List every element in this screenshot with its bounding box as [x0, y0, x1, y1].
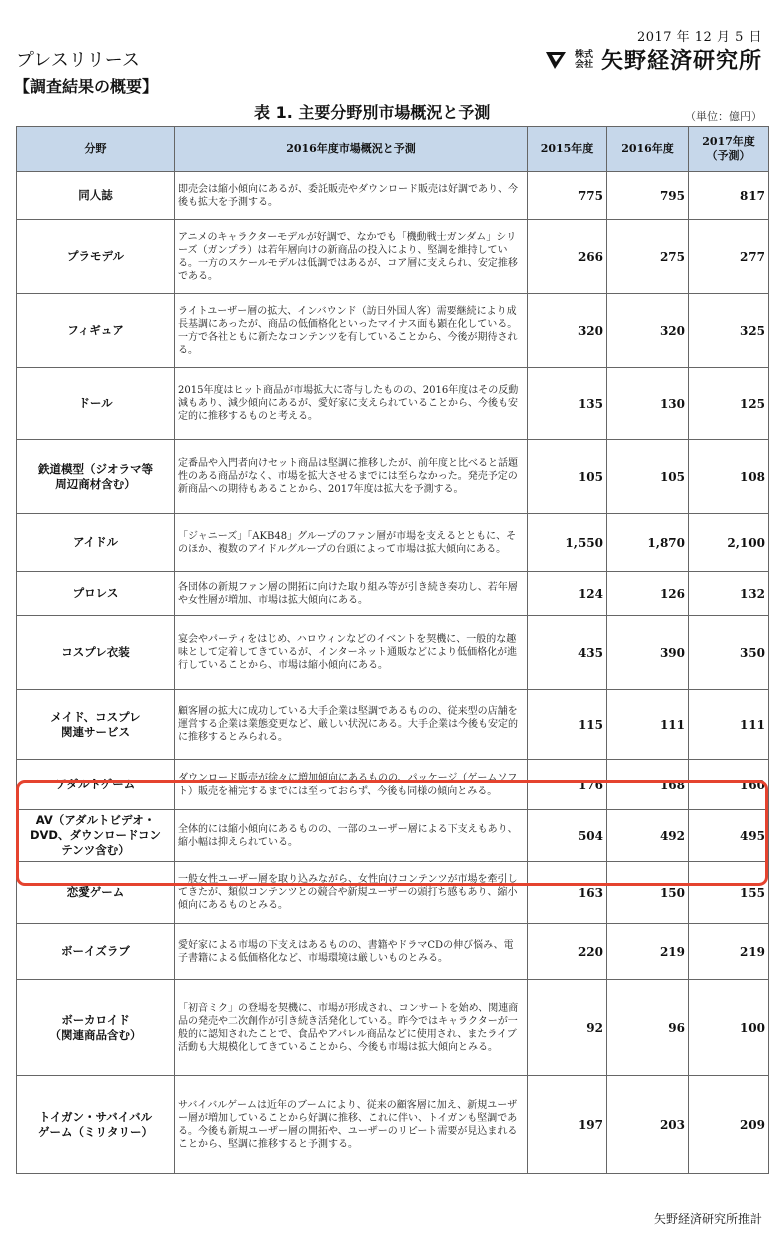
- row-description: アニメのキャラクターモデルが好調で、なかでも「機動戦士ガンダム」シリーズ（ガンプラ）は若年層向けの新商品の投入により、堅調を維持している。一方のスケールモデルは低調ではあるが、コア層に支えられ、安定推移である。: [175, 220, 528, 294]
- row-field: アダルトゲーム: [17, 760, 175, 810]
- unit-label: （単位：億円）: [685, 110, 762, 123]
- row-value-2016: 96: [607, 980, 689, 1076]
- row-field: 同人誌: [17, 172, 175, 220]
- row-value-2016: 390: [607, 616, 689, 690]
- table-row: [17, 980, 769, 1076]
- row-value-2017: 350: [689, 616, 769, 690]
- row-value-2017: 108: [689, 440, 769, 514]
- row-value-2015: 163: [528, 862, 607, 924]
- row-value-2016: 795: [607, 172, 689, 220]
- table-row: [17, 368, 769, 440]
- company-name: 矢野経済研究所: [600, 49, 762, 74]
- company-type-mark: 株式 会社: [574, 49, 593, 70]
- row-value-2016: 150: [607, 862, 689, 924]
- table-row: [17, 862, 769, 924]
- header-description: 2016年度市場概況と予測: [175, 127, 528, 172]
- row-value-2017: 111: [689, 690, 769, 760]
- row-value-2015: 92: [528, 980, 607, 1076]
- row-value-2015: 435: [528, 616, 607, 690]
- table-row: [17, 1076, 769, 1174]
- row-value-2017: 817: [689, 172, 769, 220]
- row-value-2017: 155: [689, 862, 769, 924]
- row-field: プラモデル: [17, 220, 175, 294]
- row-description: 「ジャニーズ」「AKB48」グループのファン層が市場を支えるとともに、そのほか、複数のアイドルグループの台頭によって市場は拡大傾向にある。: [175, 514, 528, 572]
- table-row: [17, 924, 769, 980]
- row-value-2017: 2,100: [689, 514, 769, 572]
- row-description: 宴会やパーティをはじめ、ハロウィンなどのイベントを契機に、一般的な趣味として定着してきているが、インターネット通販などにより低価格化が進行していることから、市場は縮小傾向にある。: [175, 616, 528, 690]
- row-field: アイドル: [17, 514, 175, 572]
- row-value-2016: 168: [607, 760, 689, 810]
- company-logo: [545, 44, 762, 75]
- table-row: [17, 690, 769, 760]
- row-value-2015: 320: [528, 294, 607, 368]
- row-value-2015: 197: [528, 1076, 607, 1174]
- row-value-2015: 176: [528, 760, 607, 810]
- table-row: [17, 440, 769, 514]
- row-field: 鉄道模型（ジオラマ等 周辺商材含む）: [17, 440, 175, 514]
- row-value-2017: 277: [689, 220, 769, 294]
- summary-heading: 【調査結果の概要】: [14, 77, 159, 96]
- row-value-2016: 126: [607, 572, 689, 616]
- table-row: [17, 810, 769, 862]
- row-description: 顧客層の拡大に成功している大手企業は堅調であるものの、従来型の店舗を運営する企業は業態変更など、厳しい状況にある。大手企業は今後も安定的に推移するとみられる。: [175, 690, 528, 760]
- row-value-2016: 130: [607, 368, 689, 440]
- row-value-2015: 105: [528, 440, 607, 514]
- row-value-2015: 1,550: [528, 514, 607, 572]
- row-value-2016: 203: [607, 1076, 689, 1174]
- table-header-row: [17, 127, 769, 172]
- row-field: フィギュア: [17, 294, 175, 368]
- row-value-2016: 320: [607, 294, 689, 368]
- table-row: [17, 294, 769, 368]
- table-row: [17, 616, 769, 690]
- table-row: [17, 172, 769, 220]
- row-value-2015: 504: [528, 810, 607, 862]
- source-note: 矢野経済研究所推計: [653, 1212, 762, 1226]
- row-description: 2015年度はヒット商品が市場拡大に寄与したものの、2016年度はその反動減もあり、減少傾向にあるが、愛好家に支えられていることから、今後も安定的に推移するものと考える。: [175, 368, 528, 440]
- row-field: 恋愛ゲーム: [17, 862, 175, 924]
- header-2017: 2017年度 （予測）: [689, 127, 769, 172]
- row-value-2017: 325: [689, 294, 769, 368]
- header-field: 分野: [17, 127, 175, 172]
- table-row: [17, 572, 769, 616]
- row-value-2015: 115: [528, 690, 607, 760]
- row-value-2017: 132: [689, 572, 769, 616]
- row-value-2017: 495: [689, 810, 769, 862]
- row-field: プロレス: [17, 572, 175, 616]
- logo-triangle-icon: [545, 50, 567, 70]
- row-value-2015: 266: [528, 220, 607, 294]
- row-value-2015: 135: [528, 368, 607, 440]
- row-field: コスプレ衣装: [17, 616, 175, 690]
- row-field: ボーイズラブ: [17, 924, 175, 980]
- row-value-2017: 160: [689, 760, 769, 810]
- row-value-2017: 219: [689, 924, 769, 980]
- row-value-2016: 105: [607, 440, 689, 514]
- row-value-2015: 775: [528, 172, 607, 220]
- table-row: [17, 760, 769, 810]
- row-description: 定番品や入門者向けセット商品は堅調に推移したが、前年度と比べると話題性のある商品がなく、市場を拡大させるまでには至らなかった。発売予定の新商品への期待もあることから、2017年度は拡大を予測する。: [175, 440, 528, 514]
- row-description: 愛好家による市場の下支えはあるものの、書籍やドラマCDの伸び悩み、電子書籍による低価格化など、市場環境は厳しいものとみる。: [175, 924, 528, 980]
- row-field: メイド、コスプレ 関連サービス: [17, 690, 175, 760]
- table-title: 表 1. 主要分野別市場概況と予測: [254, 103, 491, 122]
- row-field: AV（アダルトビデオ・ DVD、ダウンロードコン テンツ含む）: [17, 810, 175, 862]
- row-value-2016: 275: [607, 220, 689, 294]
- row-description: サバイバルゲームは近年のブームにより、従来の顧客層に加え、新規ユーザー層が増加していることから好調に推移、これに伴い、トイガンも堅調である。今後も新規ユーザー層の開拓や、ユーザーのリピート需要が見込まれることから、堅調に推移すると予測する。: [175, 1076, 528, 1174]
- row-field: トイガン・サバイバル ゲーム（ミリタリー）: [17, 1076, 175, 1174]
- market-table: [16, 126, 769, 1174]
- header-2016: 2016年度: [607, 127, 689, 172]
- row-description: ダウンロード販売が徐々に増加傾向にあるものの、パッケージ（ゲームソフト）販売を補完するまでには至っておらず、今後も同様の傾向とみる。: [175, 760, 528, 810]
- row-field: ドール: [17, 368, 175, 440]
- row-value-2017: 209: [689, 1076, 769, 1174]
- row-description: 全体的には縮小傾向にあるものの、一部のユーザー層による下支えもあり、縮小幅は抑えられている。: [175, 810, 528, 862]
- row-value-2016: 219: [607, 924, 689, 980]
- table-row: [17, 220, 769, 294]
- row-value-2017: 100: [689, 980, 769, 1076]
- row-value-2015: 124: [528, 572, 607, 616]
- row-field: ボーカロイド （関連商品含む）: [17, 980, 175, 1076]
- row-value-2016: 1,870: [607, 514, 689, 572]
- row-value-2016: 111: [607, 690, 689, 760]
- row-description: 即売会は縮小傾向にあるが、委託販売やダウンロード販売は好調であり、今後も拡大を予測する。: [175, 172, 528, 220]
- row-description: ライトユーザー層の拡大、インバウンド（訪日外国人客）需要継続により成長基調にあったが、商品の低価格化といったマイナス面も顕在化している。一方で各社ともに新たなコンテンツを有していることから、今後が期待される。: [175, 294, 528, 368]
- date: 2017 年 12 月 5 日: [636, 30, 762, 45]
- row-description: 一般女性ユーザー層を取り込みながら、女性向けコンテンツが市場を牽引してきたが、類似コンテンツとの競合や新規ユーザーの頭打ち感もあり、縮小傾向にあるものとみる。: [175, 862, 528, 924]
- header-2015: 2015年度: [528, 127, 607, 172]
- table-row: [17, 514, 769, 572]
- row-description: 「初音ミク」の登場を契機に、市場が形成され、コンサートを始め、関連商品の発売や二次創作が引き続き活発化している。昨今ではキャラクターが一般的に認知されたことで、食品やアパレル商品などに使用され、またライブ活動も大規模化してきていることから、今後も市場は拡大傾向とみる。: [175, 980, 528, 1076]
- row-value-2015: 220: [528, 924, 607, 980]
- row-value-2016: 492: [607, 810, 689, 862]
- press-release-label: プレスリリース: [16, 50, 140, 71]
- row-value-2017: 125: [689, 368, 769, 440]
- row-description: 各団体の新規ファン層の開拓に向けた取り組み等が引き続き奏功し、若年層や女性層が増加、市場は拡大傾向にある。: [175, 572, 528, 616]
